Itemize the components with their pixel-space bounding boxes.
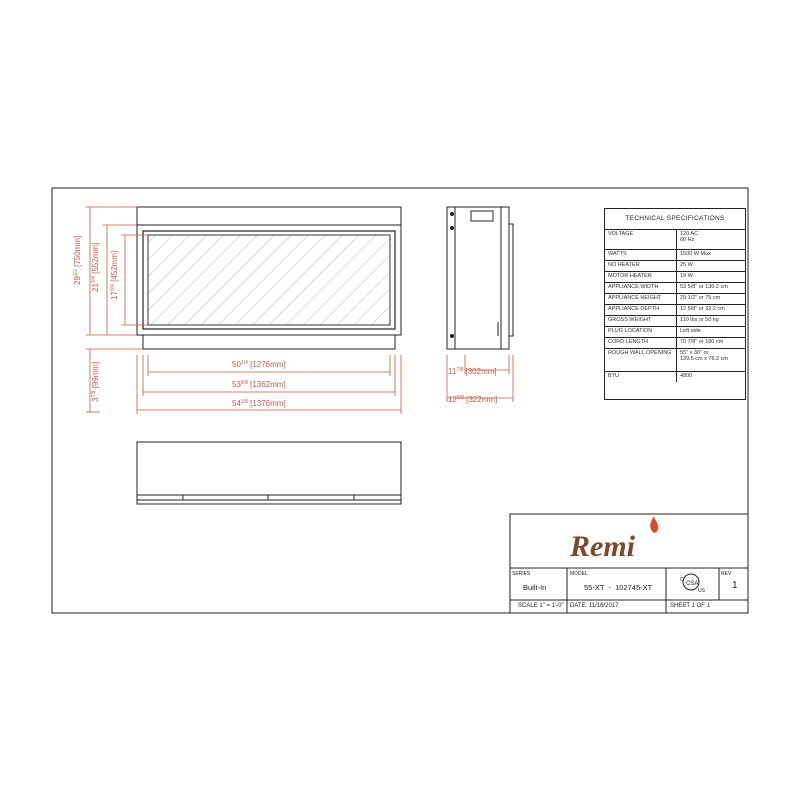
bottom-height-label: $3^{7/8}$ [99mm] [91, 361, 100, 402]
depth-outer-label: $12^{5/8}$ [322mm] [448, 395, 498, 404]
depth-inner-label: $11^{7/8}$ [302mm] [448, 367, 497, 376]
side-plate [471, 211, 493, 221]
spec-row: NO HEATER 25 W [605, 261, 745, 272]
spec-row: APPLIANCE WIDTH 53 5/8" or 136.2 cm [605, 283, 745, 294]
depth-labels [448, 367, 497, 404]
front-base [143, 335, 395, 349]
spec-row: WATTS 1500 W Max [605, 250, 745, 261]
spec-row: CORD LENGTH 70 7/8" or 180 cm [605, 338, 745, 349]
width-1-label: $50^{1/4}$ [1276mm] [232, 360, 286, 369]
spec-title: TECHNICAL SPECIFICATIONS [605, 209, 745, 230]
spec-row: VOLTAGE 120 AC 60 Hz [605, 230, 745, 250]
front-viewing-area [148, 235, 390, 325]
front-top-trim [137, 207, 401, 225]
spec-table [604, 208, 746, 400]
spec-row: APPLIANCE DEPTH 12 5/8" or 32.2 cm [605, 305, 745, 316]
svg-text:C: C [680, 577, 684, 583]
width-2-label: $53^{5/8}$ [1362mm] [232, 380, 286, 389]
rev-value: 1 [732, 580, 738, 591]
scale-text: SCALE 1" = 1'-0" [518, 603, 564, 609]
title-block [510, 514, 748, 613]
csa-certification-icon [680, 574, 706, 594]
sheet-text: SHEET 1 OF 1 [670, 603, 710, 609]
spec-row: PLUG LOCATION Left side [605, 327, 745, 338]
height-glass-label: $21^{3/4}$ [552mm] [91, 242, 100, 292]
model-value: 55-XT - 102745-XT [584, 583, 653, 592]
date-text: DATE: 11/16/2017 [570, 603, 619, 609]
width-labels [232, 360, 286, 408]
svg-text:US: US [698, 588, 705, 594]
height-labels [73, 236, 119, 402]
top-body [137, 442, 401, 500]
spec-row: ROUGH WALL OPENING 55" x 30" or 139.5 cm x 76.2 cm [605, 349, 745, 372]
series-value: Built-In [523, 583, 547, 592]
height-total-label: $29^{1/2}$ [750mm] [73, 235, 82, 285]
side-view [447, 207, 513, 349]
height-view-label: $17^{3/4}$ [452mm] [110, 250, 119, 300]
spec-row: APPLIANCE HEIGHT 29 1/2" or 75 cm [605, 294, 745, 305]
svg-text:CSA: CSA [686, 581, 699, 587]
side-body [447, 207, 509, 349]
title-block-frame [510, 514, 748, 613]
model-label: MODEL [570, 571, 588, 577]
flame-icon [650, 516, 658, 533]
side-edge [509, 224, 513, 336]
series-label: SERIES [512, 571, 531, 577]
rev-label: REV [721, 571, 732, 577]
brand-wordmark: Remi [570, 530, 635, 563]
spec-row: BTU 4800 [605, 372, 745, 382]
front-view [137, 207, 401, 349]
width-3-label: $54^{1/8}$ [1376mm] [232, 399, 286, 408]
remi-logo [569, 516, 658, 563]
top-view [137, 442, 401, 504]
spec-row: GROSS WEIGHT 110 lbs or 50 kg [605, 316, 745, 327]
spec-row: MOTOR HEATER 19 W [605, 272, 745, 283]
